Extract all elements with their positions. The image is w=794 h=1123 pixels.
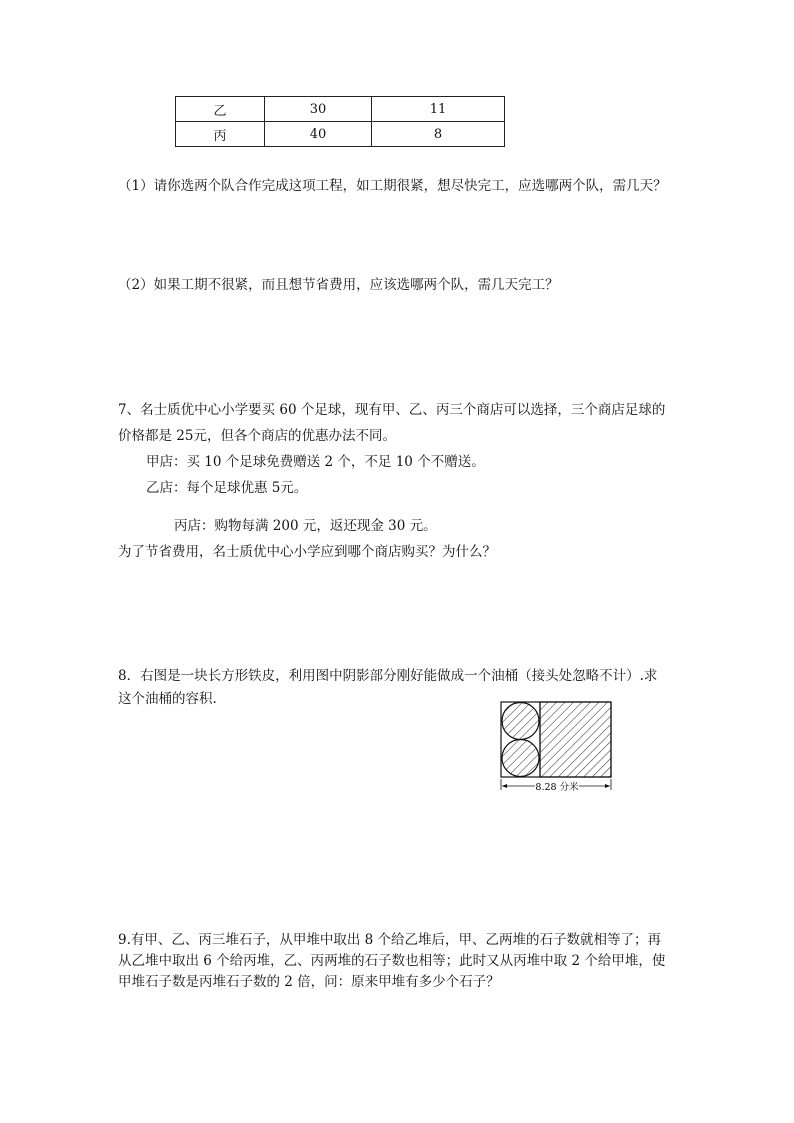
q7-shop-b: 乙店：每个足球优惠 5元。 — [146, 480, 308, 496]
q7-shop-c: 丙店：购物每满 200 元，返还现金 30 元。 — [174, 518, 437, 534]
table-cell: 丙 — [176, 122, 265, 147]
table-cell: 8 — [372, 122, 505, 147]
oil-drum-figure — [499, 700, 615, 796]
q7-shop-a: 甲店：买 10 个足球免费赠送 2 个，不足 10 个不赠送。 — [146, 454, 485, 470]
q6-part2-text: （2）如果工期不很紧，而且想节省费用，应该选哪两个队，需几天完工？ — [118, 277, 559, 293]
q9-line3: 甲堆石子数是丙堆石子数的 2 倍，问：原来甲堆有多少个石子？ — [118, 974, 500, 990]
side-panel — [540, 702, 611, 777]
top-circle — [502, 703, 539, 740]
q8-line2: 这个油桶的容积. — [118, 691, 217, 707]
q9-line1: 9.有甲、乙、丙三堆石子，从甲堆中取出 8 个给乙堆后，甲、乙两堆的石子数就相等了；再 — [118, 932, 662, 948]
q7-question: 为了节省费用，名士质优中心小学应到哪个商店购买？为什么？ — [118, 544, 496, 560]
cost-table — [175, 96, 505, 147]
q7-line2: 价格都是 25元，但各个商店的优惠办法不同。 — [118, 428, 396, 444]
table-row — [176, 122, 505, 147]
q8-line1: 8．右图是一块长方形铁皮，利用图中阴影部分刚好能做成一个油桶（接头处忽略不计）.求 — [118, 668, 658, 684]
q9-line2: 从乙堆中取出 6 个给丙堆，乙、丙两堆的石子数也相等；此时又从丙堆中取 2 个给甲堆，使 — [118, 953, 666, 969]
table-cell: 30 — [265, 97, 372, 122]
q7-line1: 7、名士质优中心小学要买 60 个足球，现有甲、乙、丙三个商店可以选择，三个商店足球的 — [118, 402, 666, 418]
table-cell: 40 — [265, 122, 372, 147]
table-row — [176, 97, 505, 122]
dimension-label: 8.28 分米 — [535, 782, 579, 793]
bottom-circle — [502, 740, 539, 777]
table-cell: 乙 — [176, 97, 265, 122]
q6-part1-text: （1）请你选两个队合作完成这项工程，如工期很紧，想尽快完工，应选哪两个队，需几天？ — [118, 178, 667, 194]
oil-drum-diagram — [499, 700, 615, 796]
table-cell: 11 — [372, 97, 505, 122]
